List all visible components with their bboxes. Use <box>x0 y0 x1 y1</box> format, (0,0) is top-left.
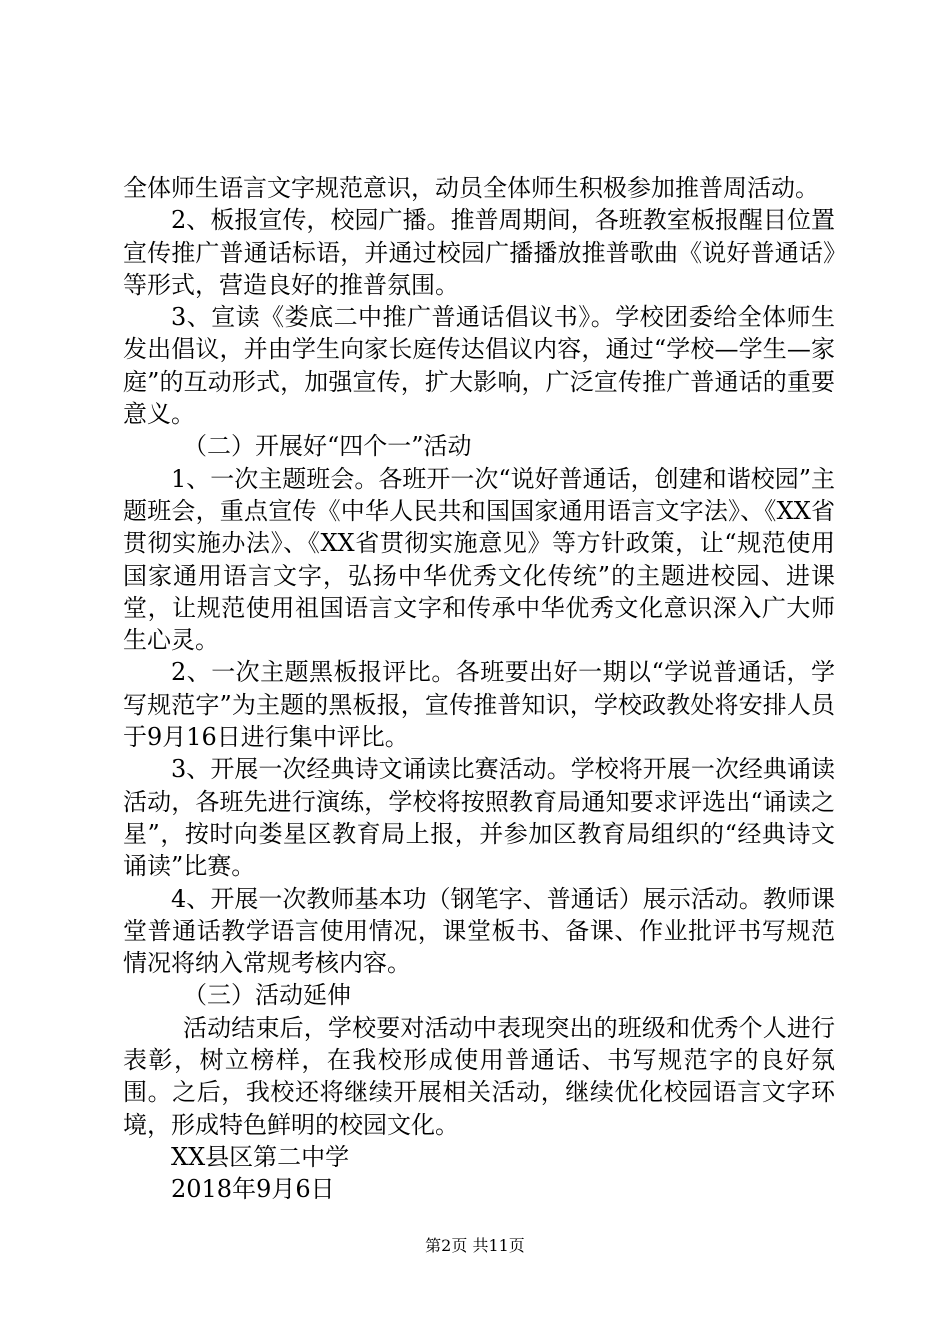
page-number-footer: 第2页 共11页 <box>425 1236 525 1255</box>
document-body <box>123 172 835 1206</box>
paragraph-5: 2、一次主题黑板报评比。各班要出好一期以“学说普通话，学写规范字”为主题的黑板报，宣传推普知识，学校政教处将安排人员于9月16日进行集中评比。 <box>123 658 835 752</box>
section-heading-2: （二）开展好“四个一”活动 <box>183 432 472 461</box>
signature-date: 2018年9月6日 <box>171 1175 335 1204</box>
section-heading-3: （三）活动延伸 <box>183 981 351 1010</box>
paragraph-1: 全体师生语言文字规范意识，动员全体师生积极参加推普周活动。 <box>123 174 819 202</box>
paragraph-2: 2、板报宣传，校园广播。推普周期间，各班教室板报醒目位置宣传推广普通话标语，并通过校园广播播放推普歌曲《说好普通话》等形式，营造良好的推普氛围。 <box>123 206 835 299</box>
paragraph-4: 1、一次主题班会。各班开一次“说好普通话，创建和谐校园”主题班会，重点宣传《中华人民共和国国家通用语言文字法》、《XX省贯彻实施办法》、《XX省贯彻实施意见》等方针政策，让“规范使用国家通用语言文字，弘扬中华优秀文化传统”的主题进校园、进课堂，让规范使用祖国语言文字和传承中华优秀文化意识深入广大师生心灵。 <box>123 464 835 655</box>
signature-org: XX县区第二中学 <box>171 1142 350 1171</box>
paragraph-3: 3、宣读《娄底二中推广普通话倡议书》。学校团委给全体师生发出倡议，并由学生向家长庭传达倡议内容，通过“学校—学生—家庭”的互动形式，加强宣传，扩大影响，广泛宣传推广普通话的重要意义。 <box>123 303 835 429</box>
paragraph-7: 4、开展一次教师基本功（钢笔字、普通话）展示活动。教师课堂普通话教学语言使用情况，课堂板书、备课、作业批评书写规范情况将纳入常规考核内容。 <box>123 884 835 978</box>
paragraph-6: 3、开展一次经典诗文诵读比赛活动。学校将开展一次经典诵读活动，各班先进行演练，学校将按照教育局通知要求评选出“诵读之星”，按时向娄星区教育局上报，并参加区教育局组织的“经典诗文诵读”比赛。 <box>123 755 835 881</box>
paragraph-8: 活动结束后，学校要对活动中表现突出的班级和优秀个人进行表彰，树立榜样，在我校形成使用普通话、书写规范字的良好氛围。之后，我校还将继续开展相关活动，继续优化校园语言文字环境，形成特色鲜明的校园文化。 <box>123 1013 835 1139</box>
